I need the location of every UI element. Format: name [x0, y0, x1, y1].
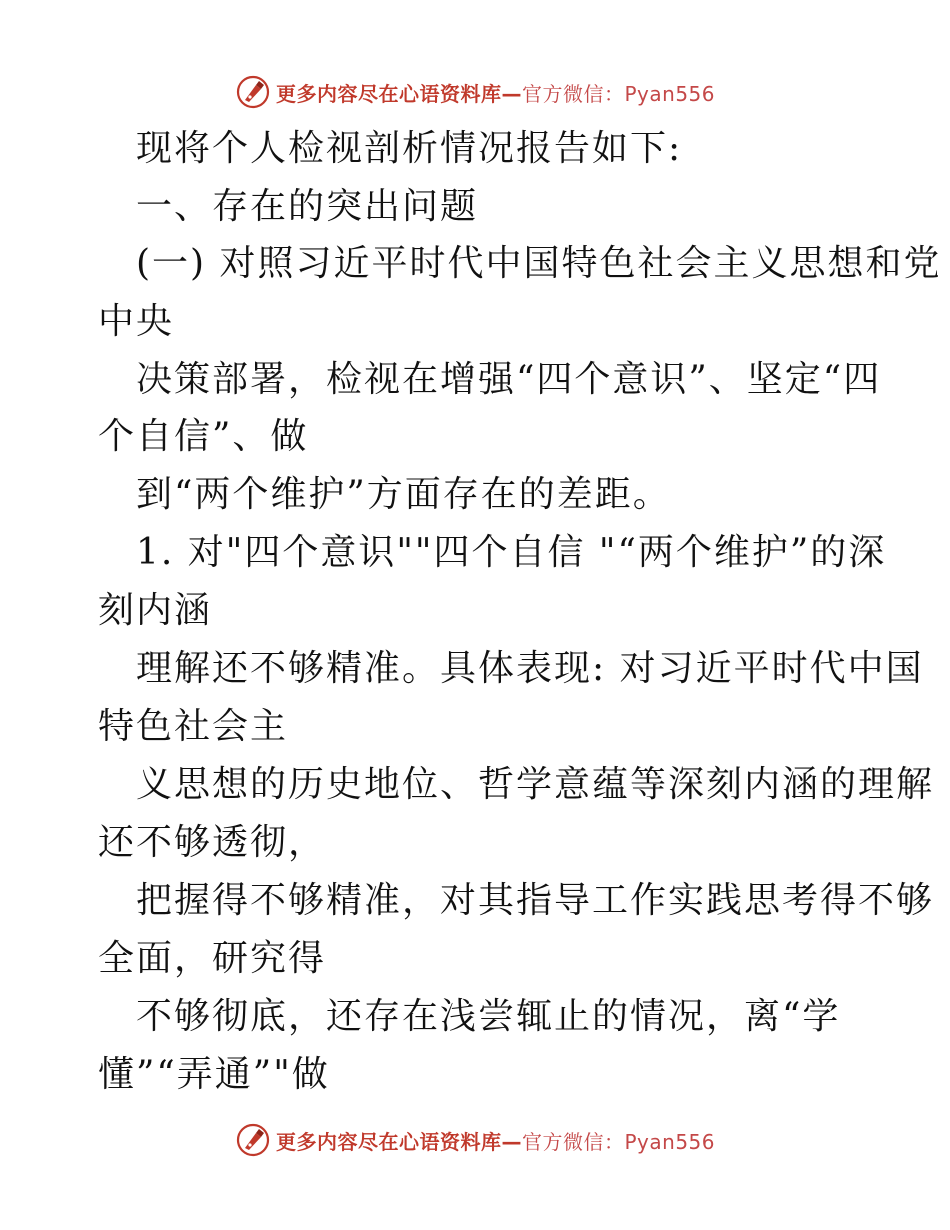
- pen-nib-logo-icon: [236, 1123, 270, 1157]
- watermark-text: [276, 1126, 715, 1155]
- watermark-separator: —: [501, 1129, 522, 1154]
- text-line: 理解还不够精准。具体表现: 对习近平时代中国: [136, 648, 924, 689]
- text-line: 特色社会主: [98, 706, 289, 747]
- text-line: 懂”“弄通”"做: [98, 1054, 330, 1095]
- footer-watermark-banner: [236, 1122, 715, 1158]
- text-line: 还不够透彻，: [98, 822, 327, 863]
- text-line: 把握得不够精准，对其指导工作实践思考得不够: [136, 880, 935, 921]
- text-line: 义思想的历史地位、哲学意蕴等深刻内涵的理解: [136, 764, 935, 805]
- text-line: 决策部署，检视在增强“四个意识”、坚定“四: [136, 359, 882, 400]
- watermark-wechat: 官方微信：Pyan556: [522, 81, 716, 106]
- section-heading: 一、存在的突出问题: [136, 186, 479, 227]
- watermark-text: [276, 78, 715, 107]
- watermark-separator: —: [501, 81, 522, 106]
- watermark-wechat: 官方微信：Pyan556: [522, 1129, 716, 1154]
- subsection-heading: (一) 对照习近平时代中国特色社会主义思想和党: [136, 243, 942, 284]
- text-line: 到“两个维护”方面存在的差距。: [136, 474, 671, 515]
- header-watermark-banner: [236, 74, 715, 110]
- watermark-main: 更多内容尽在心语资料库: [276, 81, 502, 106]
- text-line: 现将个人检视剖析情况报告如下:: [136, 128, 683, 169]
- pen-nib-logo-icon: [236, 75, 270, 109]
- text-line: 1. 对"四个意识""四个自信 "“两个维护”的深: [136, 532, 887, 573]
- text-line: 个自信”、做: [98, 416, 309, 457]
- watermark-main: 更多内容尽在心语资料库: [276, 1129, 502, 1154]
- text-line: 中央: [98, 301, 175, 342]
- text-line: 刻内涵: [98, 590, 213, 631]
- text-line: 不够彻底，还存在浅尝辄止的情况，离“学: [136, 996, 841, 1037]
- text-line: 全面，研究得: [98, 938, 327, 979]
